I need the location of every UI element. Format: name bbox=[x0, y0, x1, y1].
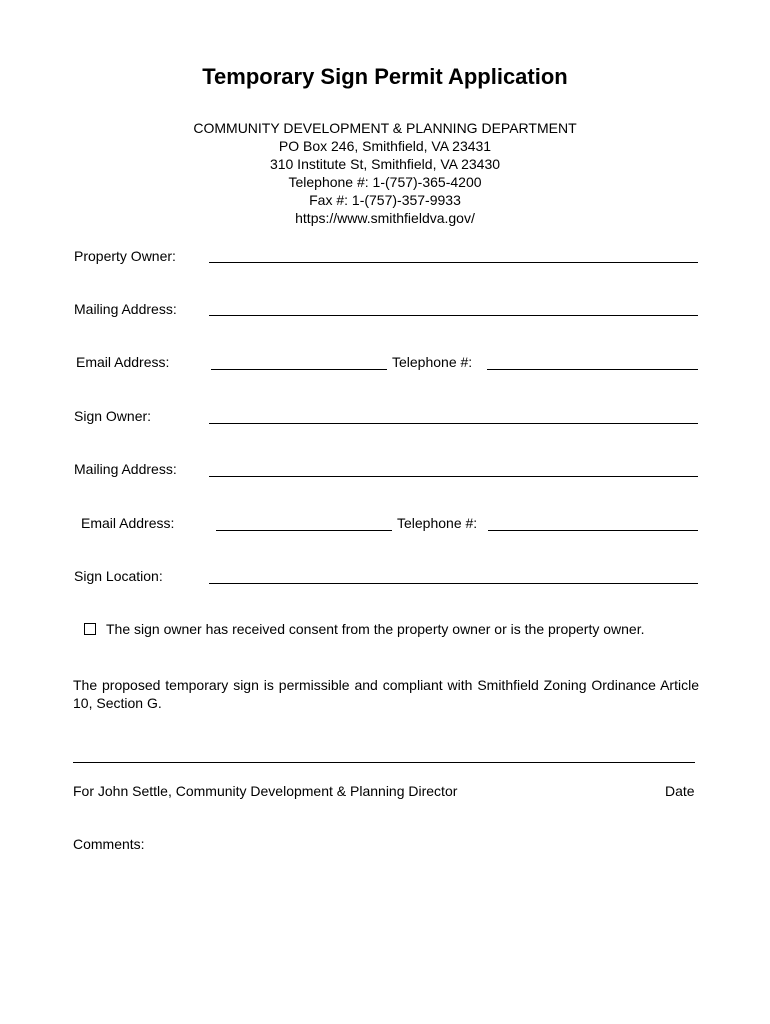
sign-email-label: Email Address: bbox=[81, 515, 175, 531]
owner-telephone-label: Telephone #: bbox=[392, 354, 473, 370]
signature-line[interactable] bbox=[73, 762, 695, 763]
comments-label: Comments: bbox=[73, 836, 145, 852]
owner-email-field[interactable] bbox=[211, 369, 387, 370]
owner-email-label: Email Address: bbox=[76, 354, 170, 370]
sign-location-field[interactable] bbox=[209, 583, 698, 584]
sign-mailing-address-field[interactable] bbox=[209, 476, 698, 477]
consent-checkbox[interactable] bbox=[84, 623, 96, 635]
signature-label: For John Settle, Community Development & Planning Director bbox=[73, 783, 458, 799]
owner-telephone-field[interactable] bbox=[487, 369, 698, 370]
property-owner-label: Property Owner: bbox=[74, 248, 176, 264]
consent-row bbox=[84, 621, 645, 637]
department-telephone: Telephone #: 1-(757)-365-4200 bbox=[288, 174, 482, 190]
page-title: Temporary Sign Permit Application bbox=[202, 64, 568, 89]
department-website: https://www.smithfieldva.gov/ bbox=[295, 210, 475, 226]
department-header bbox=[0, 119, 770, 227]
owner-mailing-address-field[interactable] bbox=[209, 315, 698, 316]
sign-email-field[interactable] bbox=[216, 530, 392, 531]
sign-telephone-field[interactable] bbox=[488, 530, 698, 531]
department-name: COMMUNITY DEVELOPMENT & PLANNING DEPARTMENT bbox=[193, 120, 577, 136]
sign-location-label: Sign Location: bbox=[74, 568, 163, 584]
sign-telephone-label: Telephone #: bbox=[397, 515, 478, 531]
compliance-statement: The proposed temporary sign is permissible and compliant with Smithfield Zoning Ordinance Article 10, Section G. bbox=[73, 677, 699, 711]
sign-owner-field[interactable] bbox=[209, 423, 698, 424]
owner-mailing-address-label: Mailing Address: bbox=[74, 301, 177, 317]
sign-mailing-address-label: Mailing Address: bbox=[74, 461, 177, 477]
sign-owner-label: Sign Owner: bbox=[74, 408, 152, 424]
street-address: 310 Institute St, Smithfield, VA 23430 bbox=[269, 156, 501, 172]
property-owner-field[interactable] bbox=[209, 262, 698, 263]
consent-label: The sign owner has received consent from the property owner or is the property owner. bbox=[106, 621, 645, 637]
po-box-address: PO Box 246, Smithfield, VA 23431 bbox=[278, 138, 492, 154]
department-fax: Fax #: 1-(757)-357-9933 bbox=[309, 192, 461, 208]
date-label: Date bbox=[665, 783, 695, 799]
